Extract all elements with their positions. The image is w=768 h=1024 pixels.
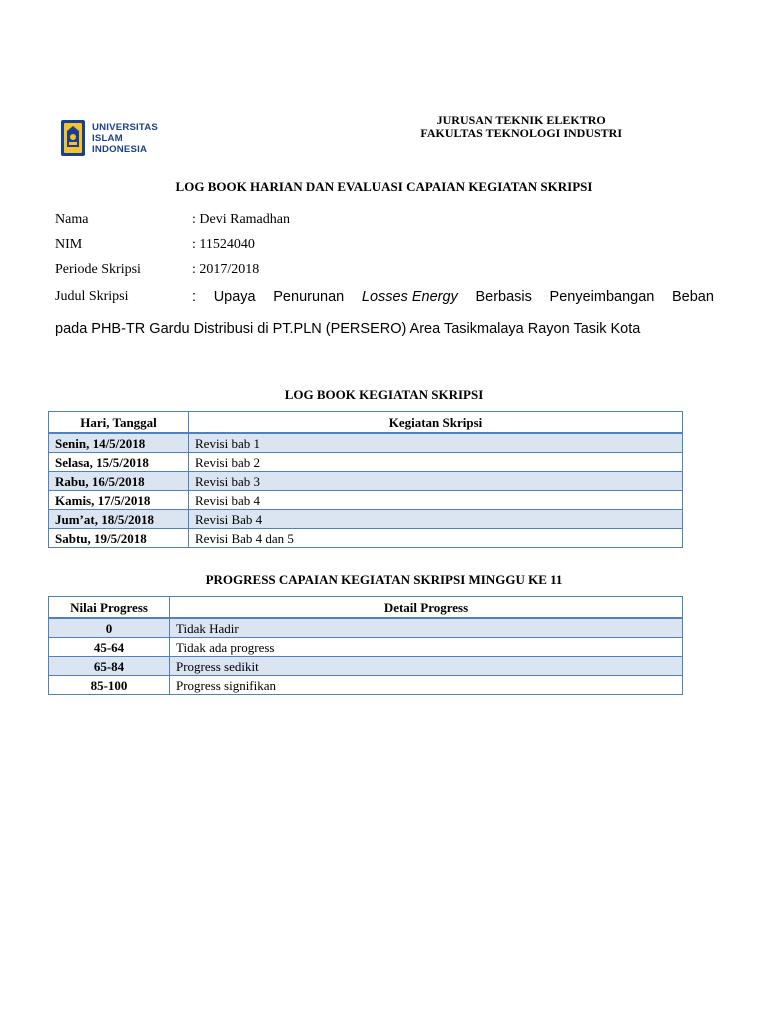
thesis-title-line-1	[192, 289, 714, 305]
progress-header-row	[49, 597, 683, 619]
faculty-name: FAKULTAS TEKNOLOGI INDUSTRI	[420, 126, 622, 140]
table-row	[49, 491, 683, 510]
periode-label: Periode Skripsi	[55, 262, 141, 277]
table-row	[49, 472, 683, 491]
table-row	[49, 618, 683, 638]
row-progress-value: 0	[49, 618, 170, 638]
table-row	[49, 657, 683, 676]
nama-value: : Devi Ramadhan	[192, 212, 290, 227]
logo-line-2: ISLAM	[92, 132, 123, 144]
row-activity: Revisi bab 3	[189, 472, 683, 491]
progress-title: PROGRESS CAPAIAN KEGIATAN SKRIPSI MINGGU KE 11	[205, 572, 563, 587]
row-progress-value: 45-64	[49, 638, 170, 657]
row-activity: Revisi bab 4	[189, 491, 683, 510]
logbook-col-activity: Kegiatan Skripsi	[189, 412, 683, 434]
row-progress-detail: Progress signifikan	[170, 676, 683, 695]
table-row	[49, 529, 683, 548]
page-title: LOG BOOK HARIAN DAN EVALUASI CAPAIAN KEGIATAN SKRIPSI	[175, 179, 593, 194]
document-header	[420, 114, 622, 140]
periode-value: : 2017/2018	[192, 262, 260, 277]
logbook-table	[48, 411, 683, 548]
table-row	[49, 638, 683, 657]
nim-value: : 11524040	[192, 237, 255, 252]
row-date: Senin, 14/5/2018	[49, 433, 189, 453]
judul-word-3: Losses Energy	[361, 289, 458, 305]
logbook-title: LOG BOOK KEGIATAN SKRIPSI	[284, 387, 484, 402]
progress-col-value: Nilai Progress	[49, 597, 170, 619]
logo-line-3: INDONESIA	[92, 143, 148, 155]
logbook-header-row	[49, 412, 683, 434]
progress-col-detail: Detail Progress	[170, 597, 683, 619]
row-activity: Revisi bab 1	[189, 433, 683, 453]
row-progress-detail: Tidak ada progress	[170, 638, 683, 657]
nama-label: Nama	[55, 212, 89, 227]
row-date: Rabu, 16/5/2018	[49, 472, 189, 491]
judul-word-4: Berbasis	[475, 289, 532, 305]
table-row	[49, 676, 683, 695]
table-row	[49, 510, 683, 529]
row-date: Kamis, 17/5/2018	[49, 491, 189, 510]
judul-word-2: Penurunan	[273, 289, 345, 305]
department-name: JURUSAN TEKNIK ELEKTRO	[436, 113, 606, 127]
progress-table	[48, 596, 683, 695]
row-progress-detail: Progress sedikit	[170, 657, 683, 676]
row-progress-value: 85-100	[49, 676, 170, 695]
row-date: Sabtu, 19/5/2018	[49, 529, 189, 548]
table-row	[49, 453, 683, 472]
row-date: Jum’at, 18/5/2018	[49, 510, 189, 529]
judul-word-5: Penyeimbangan	[549, 289, 655, 305]
judul-word-1: Upaya	[213, 289, 256, 305]
table-row	[49, 433, 683, 453]
row-progress-value: 65-84	[49, 657, 170, 676]
logo-wordmark	[92, 122, 158, 155]
row-date: Selasa, 15/5/2018	[49, 453, 189, 472]
row-progress-detail: Tidak Hadir	[170, 618, 683, 638]
judul-colon: :	[192, 289, 197, 305]
university-emblem-icon	[60, 119, 86, 157]
logbook-col-date: Hari, Tanggal	[49, 412, 189, 434]
row-activity: Revisi bab 2	[189, 453, 683, 472]
judul-label: Judul Skripsi	[55, 289, 129, 304]
judul-word-6: Beban	[672, 289, 714, 305]
nim-label: NIM	[55, 237, 83, 252]
university-logo	[60, 118, 172, 158]
row-activity: Revisi Bab 4	[189, 510, 683, 529]
row-activity: Revisi Bab 4 dan 5	[189, 529, 683, 548]
logo-line-1: UNIVERSITAS	[92, 121, 158, 133]
thesis-title-line-2: pada PHB-TR Gardu Distribusi di PT.PLN (PERSERO) Area Tasikmalaya Rayon Tasik Kota	[55, 321, 641, 337]
